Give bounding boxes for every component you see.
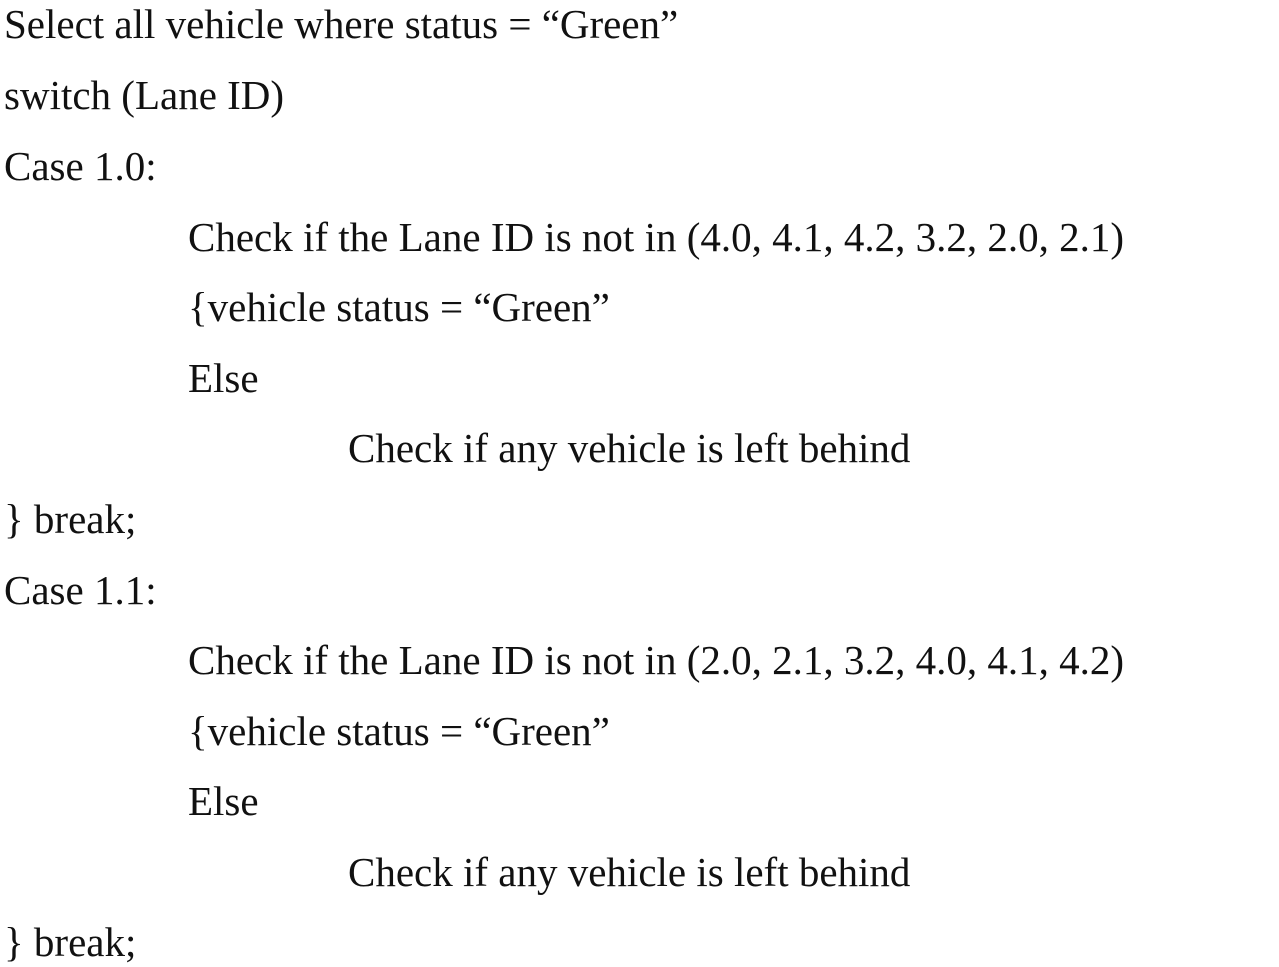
code-line-switch: switch (Lane ID) <box>4 72 285 118</box>
code-line-else-case-1-1: Else <box>188 778 259 824</box>
code-line-status-green-case-1-1: {vehicle status = “Green” <box>188 708 610 754</box>
code-line-case-1-1: Case 1.1: <box>4 567 157 613</box>
code-line-check-lane-case-1-1: Check if the Lane ID is not in (2.0, 2.1, 3.2, 4.0, 4.1, 4.2) <box>188 637 1125 683</box>
code-line-case-1-0: Case 1.0: <box>4 143 157 189</box>
code-line-else-case-1-0: Else <box>188 355 259 401</box>
code-line-left-behind-case-1-0: Check if any vehicle is left behind <box>348 425 911 471</box>
code-line-status-green-case-1-0: {vehicle status = “Green” <box>188 284 610 330</box>
code-line-break-case-1-0: } break; <box>4 496 137 542</box>
code-line-break-case-1-1: } break; <box>4 919 137 965</box>
code-line-left-behind-case-1-1: Check if any vehicle is left behind <box>348 849 911 895</box>
code-line-select: Select all vehicle where status = “Green” <box>4 1 679 47</box>
code-line-check-lane-case-1-0: Check if the Lane ID is not in (4.0, 4.1, 4.2, 3.2, 2.0, 2.1) <box>188 214 1125 260</box>
